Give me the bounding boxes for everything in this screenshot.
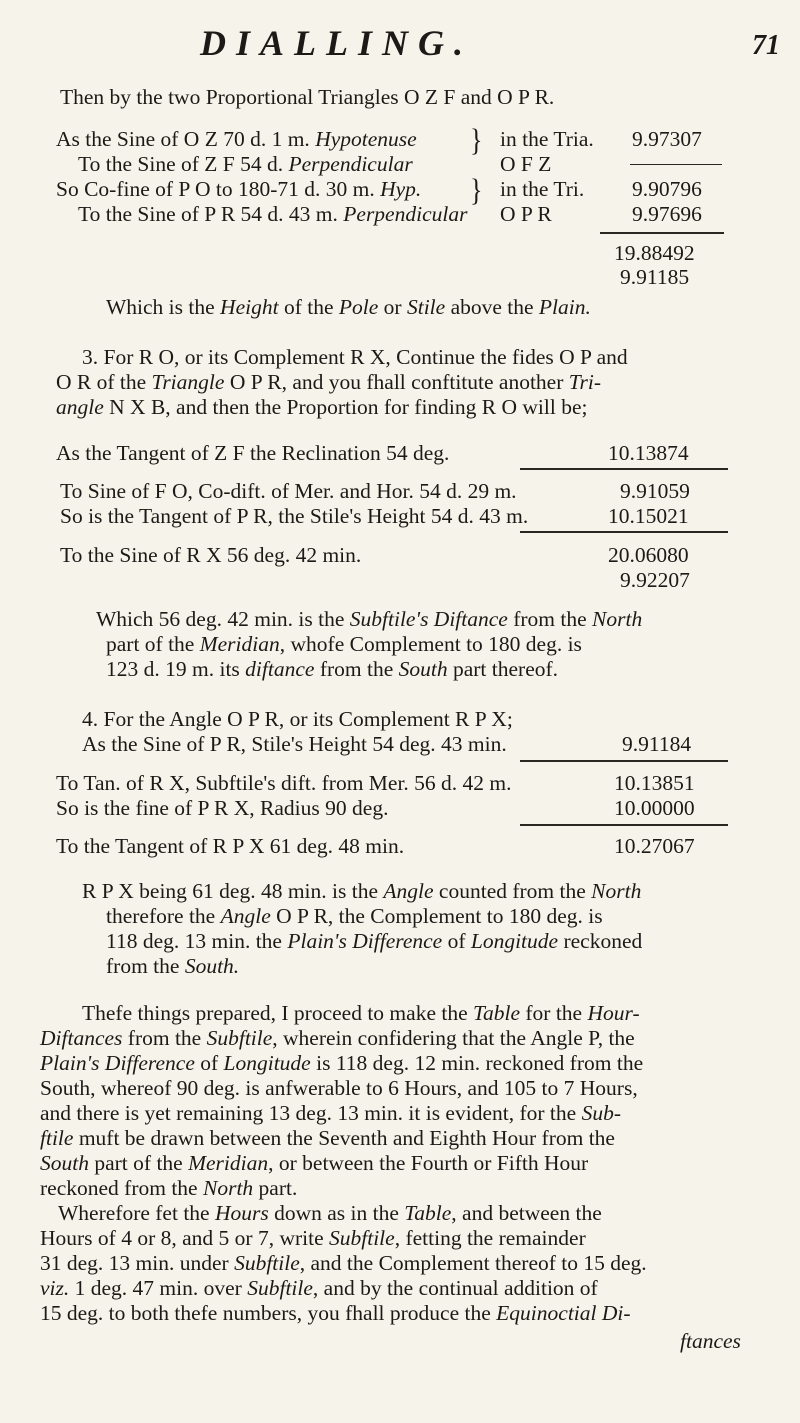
which2-line1: Which 56 deg. 42 min. is the Subftile's Diftance from the North	[96, 607, 643, 631]
block3-row1: As the Sine of P R, Stile's Height 54 deg. 43 min.	[82, 732, 507, 756]
block2-row4: To the Sine of R X 56 deg. 42 min.	[60, 543, 362, 567]
block2-row4-value: 20.06080	[608, 543, 689, 567]
rpx-line2: therefore the Angle O P R, the Complement to 180 deg. is	[106, 904, 603, 928]
final-line2: Diftances from the Subftile, wherein confidering that the Angle P, the	[40, 1026, 635, 1050]
block2-row3: So is the Tangent of P R, the Stile's Height 54 d. 43 m.	[60, 504, 529, 528]
block2-row1-value: 10.13874	[608, 441, 689, 465]
final-line1: Thefe things prepared, I proceed to make the Table for the Hour-	[82, 1001, 640, 1025]
p3-line2: O R of the Triangle O P R, and you fhall conftitute another Tri-	[56, 370, 602, 394]
block2-row2-value: 9.91059	[620, 479, 690, 503]
brace-icon: }	[470, 173, 483, 208]
p3-line3: angle N X B, and then the Proportion for finding R O will be;	[56, 395, 588, 419]
block3-row4-value: 10.27067	[614, 834, 695, 858]
rpx-line1: R P X being 61 deg. 48 min. is the Angle counted from the North	[82, 879, 642, 903]
rpx-line4: from the South.	[106, 954, 240, 978]
p4-line1: 4. For the Angle O P R, or its Complement R P X;	[82, 707, 513, 731]
which2-line3: 123 d. 19 m. its diftance from the South part thereof.	[106, 657, 559, 681]
brace-icon: }	[470, 123, 483, 158]
final-line8: reckoned from the North part.	[40, 1176, 298, 1200]
running-head: DIALLING.	[200, 23, 474, 63]
block1-row3-tri: in the Tri.	[500, 177, 585, 201]
rule	[520, 468, 728, 470]
final-line13: 15 deg. to both thefe numbers, you fhall produce the Equinoctial Di-	[40, 1301, 631, 1325]
block3-row3: So is the fine of P R X, Radius 90 deg.	[56, 796, 389, 820]
block1-row1-value: 9.97307	[632, 127, 702, 151]
final-line7: South part of the Meridian, or between the Fourth or Fifth Hour	[40, 1151, 589, 1175]
final-line5: and there is yet remaining 13 deg. 13 min. it is evident, for the Sub-	[40, 1101, 621, 1125]
block1-row4: To the Sine of P R 54 d. 43 m. Perpendicular	[78, 202, 468, 226]
block1-sum: 19.88492	[614, 241, 695, 265]
final-line11: 31 deg. 13 min. under Subftile, and the Complement thereof to 15 deg.	[40, 1251, 647, 1275]
rpx-line3: 118 deg. 13 min. the Plain's Difference of Longitude reckoned	[106, 929, 643, 953]
p3-line1: 3. For R O, or its Complement R X, Continue the fides O P and	[82, 345, 628, 369]
final-line3: Plain's Difference of Longitude is 118 deg. 12 min. reckoned from the	[40, 1051, 644, 1075]
block1-row2-tri: O F Z	[500, 152, 552, 176]
catchword: ftances	[680, 1329, 741, 1353]
block3-row2: To Tan. of R X, Subftile's dift. from Mer. 56 d. 42 m.	[56, 771, 512, 795]
final-line6: ftile muft be drawn between the Seventh and Eighth Hour from the	[40, 1126, 615, 1150]
rule	[520, 824, 728, 826]
which1-line: Which is the Height of the Pole or Stile above the Plain.	[106, 295, 591, 319]
block2-row2: To Sine of F O, Co-dift. of Mer. and Hor. 54 d. 29 m.	[60, 479, 517, 503]
block2-row3-value: 10.15021	[608, 504, 689, 528]
rule	[630, 164, 722, 165]
which2-line2: part of the Meridian, whofe Complement to 180 deg. is	[106, 632, 582, 656]
block1-row1-tri: in the Tria.	[500, 127, 594, 151]
block2-row4-result: 9.92207	[620, 568, 690, 592]
block1-row4-tri: O P R	[500, 202, 552, 226]
block1-row4-value: 9.97696	[632, 202, 702, 226]
block1-row3-value: 9.90796	[632, 177, 702, 201]
final-line12: viz. 1 deg. 47 min. over Subftile, and by the continual addition of	[40, 1276, 598, 1300]
block3-row2-value: 10.13851	[614, 771, 695, 795]
page-number: 71	[752, 30, 780, 61]
block1-row1: As the Sine of O Z 70 d. 1 m. Hypotenuse	[56, 127, 417, 151]
block3-row3-value: 10.00000	[614, 796, 695, 820]
block1-row2: To the Sine of Z F 54 d. Perpendicular	[78, 152, 413, 176]
block3-row1-value: 9.91184	[622, 732, 692, 756]
intro-line: Then by the two Proportional Triangles O Z F and O P R.	[60, 85, 555, 109]
final-line10: Hours of 4 or 8, and 5 or 7, write Subftile, fetting the remainder	[40, 1226, 586, 1250]
rule	[600, 232, 724, 234]
final-line9: Wherefore fet the Hours down as in the Table, and between the	[58, 1201, 602, 1225]
block1-result: 9.91185	[620, 265, 690, 289]
rule	[520, 760, 728, 762]
block3-row4: To the Tangent of R P X 61 deg. 48 min.	[56, 834, 405, 858]
final-line4: South, whereof 90 deg. is anfwerable to 6 Hours, and 105 to 7 Hours,	[40, 1076, 638, 1100]
rule	[520, 531, 728, 533]
block2-row1: As the Tangent of Z F the Reclination 54 deg.	[56, 441, 450, 465]
block1-row3: So Co-fine of P O to 180-71 d. 30 m. Hyp.	[56, 177, 422, 201]
